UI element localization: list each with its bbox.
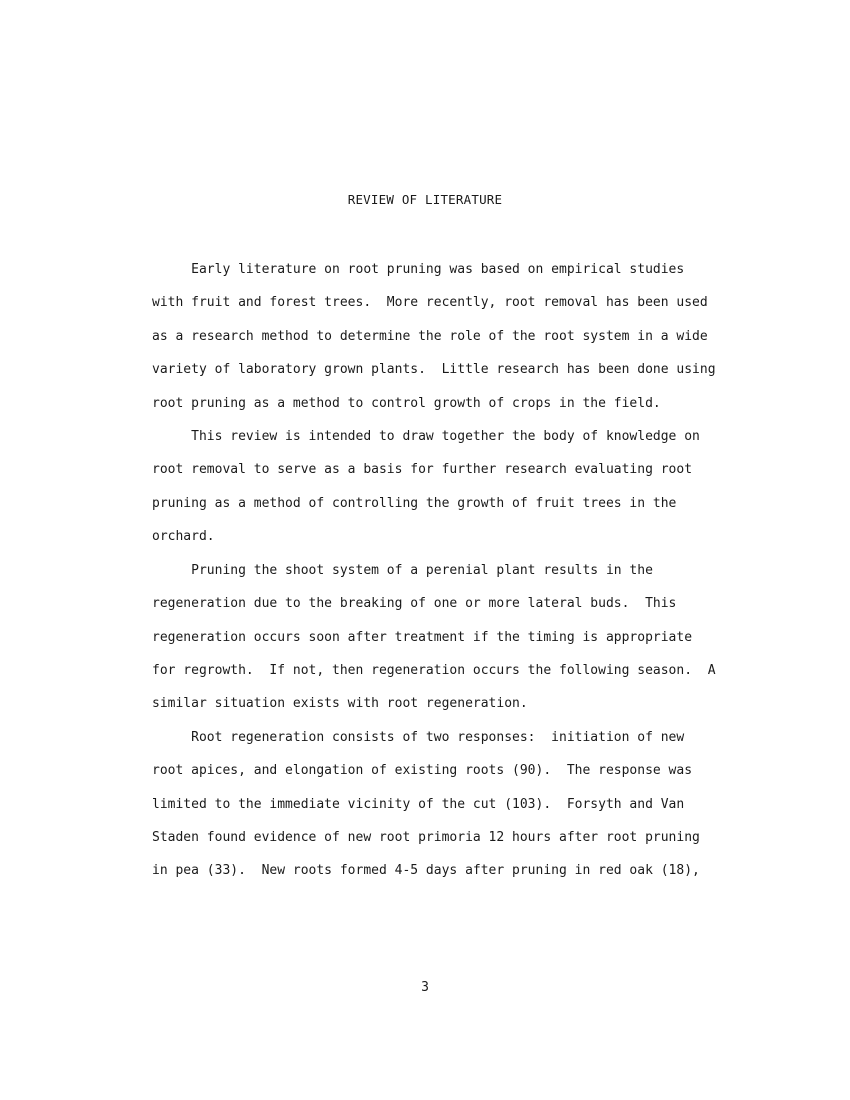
text-line: root pruning as a method to control growth of crops in the field. xyxy=(152,396,661,411)
text-line: pruning as a method of controlling the growth of fruit trees in the xyxy=(152,496,677,511)
text-line: variety of laboratory grown plants. Little research has been done using xyxy=(152,362,716,377)
text-line: limited to the immediate vicinity of the cut (103). Forsyth and Van xyxy=(152,797,685,812)
text-line: as a research method to determine the role of the root system in a wide xyxy=(152,329,708,344)
text-line: Root regeneration consists of two responses: initiation of new xyxy=(152,730,685,745)
text-line: similar situation exists with root regeneration. xyxy=(152,696,528,711)
text-line: Pruning the shoot system of a perenial plant results in the xyxy=(152,563,653,578)
text-line: This review is intended to draw together the body of knowledge on xyxy=(152,429,700,444)
text-line: root apices, and elongation of existing roots (90). The response was xyxy=(152,763,693,778)
text-line: regeneration occurs soon after treatment if the timing is appropriate xyxy=(152,630,693,645)
text-line: in pea (33). New roots formed 4-5 days after pruning in red oak (18), xyxy=(152,863,700,878)
section-heading: REVIEW OF LITERATURE xyxy=(347,192,503,207)
text-line: Early literature on root pruning was based on empirical studies xyxy=(152,262,685,277)
text-line: Staden found evidence of new root primoria 12 hours after root pruning xyxy=(152,830,700,845)
page-number: 3 xyxy=(421,980,429,995)
text-line: regeneration due to the breaking of one or more lateral buds. This xyxy=(152,596,677,611)
text-line: orchard. xyxy=(152,529,215,544)
text-line: with fruit and forest trees. More recently, root removal has been used xyxy=(152,295,708,310)
text-line: root removal to serve as a basis for further research evaluating root xyxy=(152,462,693,477)
text-line: for regrowth. If not, then regeneration occurs the following season. A xyxy=(152,663,716,678)
